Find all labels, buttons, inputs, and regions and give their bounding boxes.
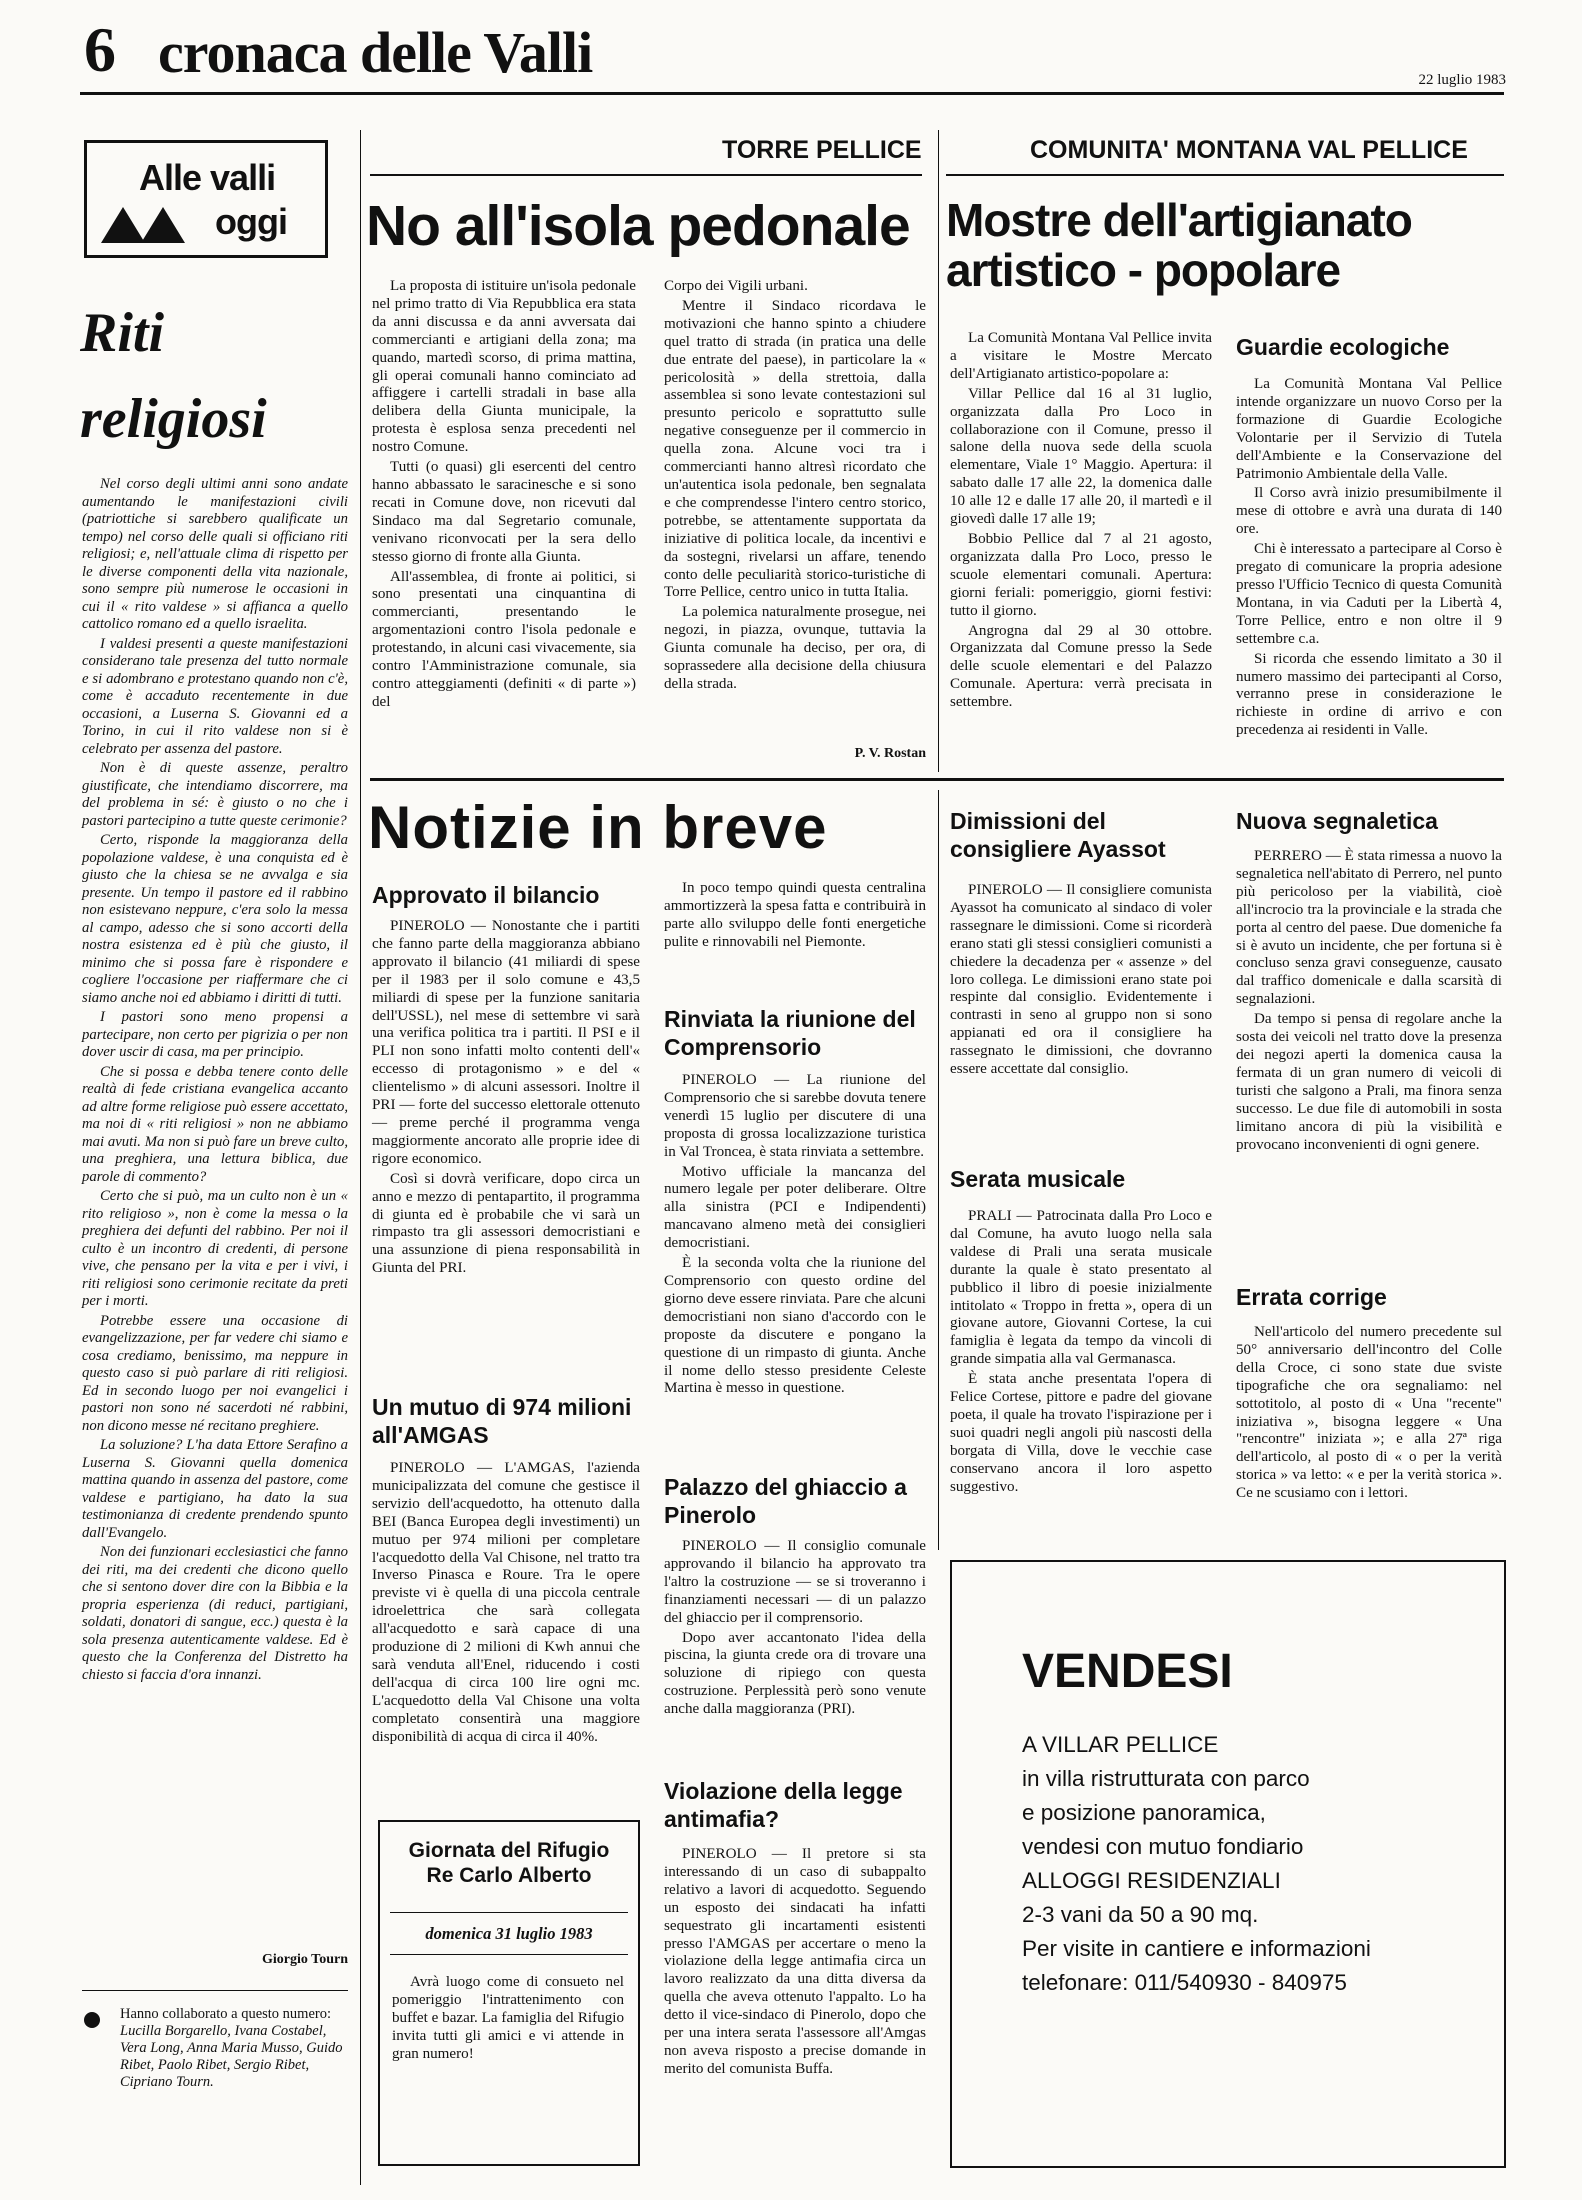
headline-nuova-segnaletica: Nuova segnaletica	[1236, 808, 1438, 834]
paragraph: PRALI — Patrocinata dalla Pro Loco e dal Comune, ha avuto luogo nella sala valdese di Prali una serata musicale durante la quale è stato presentato al pubblico il libro di poesie inizialmente intitolato « Troppo in fretta », opera di un giovane autore, Giovanni Cortese, la cui famiglia è legata da tempo da vincoli di grande simpatia alla val Germanasca.	[950, 1208, 1212, 1368]
column-paragraph: Certo, risponde la maggioranza della popolazione valdese, è una conquista ed è giusto che la chiesa se ne avvalga e sia presente. Un tempo il pastore ed il rabbino non esistevano neppure, c'era solo la messa al campo, adesso che si sono accorti della nostra esistenza ed è più che giusto, il minimo che si possa fare è rispondere e cogliere l'occasione per riaffermare che ci siamo anche noi ed abbiamo i diritti di tutti.	[82, 832, 348, 1006]
torre-author: P. V. Rostan	[854, 746, 926, 761]
paragraph: È stata anche presentata l'opera di Felice Cortese, pittore e padre del giovane poeta, il quale ha trovato l'ispirazione per i suoi quadri negli angoli più nascosti della borgata di Villa, dove le vecchie case conservano ancora il loro aspetto suggestivo.	[950, 1371, 1212, 1495]
column-paragraph: Potrebbe essere una occasione di evangelizzazione, per far vedere chi siamo e cosa crediamo, benissimo, ma neppure in questo caso si può parlare di riti religiosi. Ed in secondo luogo per noi evangelici i pastori non sono né sacerdoti né rabbini, non dicono messe né recitano preghiere.	[82, 1312, 348, 1434]
bullet-icon	[84, 2012, 100, 2028]
paragraph: Corpo dei Vigili urbani.	[664, 278, 808, 294]
headline-isola-pedonale: No all'isola pedonale	[366, 194, 910, 258]
paragraph: PINEROLO — Il pretore si sta interessando di un caso di subappalto relativo a lavori di acquedotto. Seguendo un esposto dei sindacati ha infatti sequestrato gli incartamenti esistenti presso l'AMGAS per accertare o meno la violazione della legge antimafia circa un lavoro realizzato da una ditta diversa da quella che aveva ottenuto l'appalto. Lo ha detto il vice-sindaco di Pinerolo, dopo che per una intera serata l'assessore all'Amgas non aveva risposto a precise domande in merito del comunista Buffa.	[664, 1846, 926, 2077]
paragraph: Avrà luogo come di consueto nel pomeriggio l'intrattenimento con buffet e bazar. La famiglia del Rifugio invita tutti gli amici e vi attende in gran numero!	[392, 1974, 624, 2062]
header-rule	[80, 92, 1504, 95]
column-author: Giorgio Tourn	[262, 1952, 348, 1967]
rifugio-box	[378, 1820, 640, 2166]
torre-col2	[664, 278, 926, 696]
paragraph: All'assemblea, di fronte ai politici, si sono presentati una cinquantina di commercianti, presentando le argomentazioni contro l'isola pedonale e protestando, in alcuni casi vivacemente, sia contro l'Amministrazione comunale, sia contro atteggiamenti (definiti « di parte ») del	[372, 568, 636, 710]
section-torre-pellice: TORRE PELLICE	[722, 136, 922, 164]
paragraph: Nell'articolo del numero precedente sul 50° anniversario dell'incontro del Colle della Croce, ci sono state due sviste tipografiche che ora segnaliamo: nel sottotitolo, al posto di « Una "recente" iniziativa », bisogna leggere « Una "rencontre" iniziata »; e alla 27ª riga dell'articolo, al posto di « o per la verità storica » va letto: « e per la verità storica ». Ce ne scusiamo con i lettori.	[1236, 1324, 1502, 1502]
page-number: 6	[84, 14, 116, 85]
mutuo-continued	[664, 880, 926, 954]
headline-serata-musicale: Serata musicale	[950, 1166, 1126, 1192]
left-column-rule	[360, 130, 361, 2185]
column-paragraph: Nel corso degli ultimi anni sono andate aumentando le manifestazioni civili (patriottiche si sarebbero qualificate un tempo) nel corso delle quali si officiano riti religiosi; e, nell'attuale clima di rispetto per le diverse componenti della vita nazionale, sono sempre più numerose le occasioni in cui il « rito valdese » si affianca a quello cattolico romano ed a quello israelita.	[82, 476, 348, 632]
paragraph: Tutti (o quasi) gli esercenti del centro hanno abbassato le saracinesche e si sono recati in Comune dove, non ricevuti dal Sindaco ma dal Segretario comunale, venivano riconvocati per la sera dello stesso giorno di fronte alla Giunta.	[372, 459, 636, 565]
issue-date: 22 luglio 1983	[1418, 72, 1506, 88]
column-paragraph: Che si possa e debba tenere conto delle realtà di fede cristiana evangelica accanto ad altre forme religiose può essere accettato, ma noi di « riti religiosi » non ne abbiamo mai avuti. Ma non si può fare un breve culto, una preghiera, una lettura biblica, due parole di commento?	[82, 1063, 348, 1185]
alle-valli-oggi-badge	[84, 140, 328, 258]
column-title	[80, 290, 350, 462]
paragraph: La polemica naturalmente prosegue, nei negozi, in piazza, ovunque, tuttavia la Giunta comunale ha deciso, per ora, di soprassedere alla decisione della chiusura della strada.	[664, 604, 926, 692]
paragraph: La Comunità Montana Val Pellice intende organizzare un nuovo Corso per la formazione di Guardie Ecologiche Volontarie per il Servizio di Tutela dell'Ambiente e la Conservazione del Patrimonio Ambientale della Valle.	[1236, 376, 1502, 482]
headline-mostre-artigianato: Mostre dell'artigianato artistico - popolare	[946, 194, 1412, 296]
paragraph: Villar Pellice dal 16 al 31 luglio, organizzata dalla Pro Loco in collaborazione con il Comune, presso il salone della nuova sede della scuola elementare, Viale 1° Maggio. Apertura: il sabato dalle 17 alle 22, la domenica dalle 10 alle 12 e dalle 17 alle 20, il martedì e il giovedì dalle 17 alle 19;	[950, 385, 1212, 528]
column-paragraph: Non è di queste assenze, peraltro giustificate, che intendiamo discorrere, ma del problema in sé: è giusto o no che i pastori partecipino a tutte queste cerimonie?	[82, 760, 348, 829]
paragraph: PINEROLO — L'AMGAS, l'azienda municipalizzata del comune che gestisce il servizio dell'acquedotto, ha ottenuto dalla BEI (Banca Europea degli investimenti) un mutuo per 974 milioni per completare l'acquedotto della Val Chisone, nel tratto tra Inverso Pinasca e Roure. Tra le opere previste vi è quella di una piccola centrale idroelettrica che sarà collegata all'acquedotto e sarà capace di una produzione di 2 milioni di Kwh annui che sarà venduta all'Enel, riducendo i costi dell'acqua di circa 100 lire ogni mc. L'acquedotto della Val Chisone una volta completato consentirà una maggiore disponibilità di acqua di circa il 40%.	[372, 1460, 640, 1745]
column-paragraph: Non dei funzionari ecclesiastici che fanno dei riti, ma dei credenti che dicono quello che si sentono dover dire con la Bibbia e la propria esperienza (di reduci, partigiani, soldati, donatori di sangue, ecc.) questa è la sola presenza autenticamente valdese. Ed è questo che la Conferenza del Distretto ha chiesto si faccia d'ora innanzi.	[82, 1544, 348, 1683]
paragraph: Bobbio Pellice dal 7 al 21 agosto, organizzata dalla Pro Loco, presso le scuole elementari comunali. Apertura: giorni feriali: pomeriggio, giorni festivi: tutto il giorno.	[950, 530, 1212, 619]
ad-line: A VILLAR PELLICE	[1022, 1732, 1219, 1757]
paragraph: PERRERO — È stata rimessa a nuovo la segnaletica nell'abitato di Perrero, nel punto più pericoloso per la viabilità, cioè all'incrocio tra la provinciale e la strada che porta al centro del paese. Due domeniche fa si è avuto un incidente, che per fortuna si è concluso senza gravi conseguenze, causato dal traffico domenicale e dalla scarsità di segnalazioni.	[1236, 848, 1502, 1008]
ad-line: Per visite in cantiere e informazioni	[1022, 1936, 1371, 1961]
section-comunita-montana: COMUNITA' MONTANA VAL PELLICE	[1030, 136, 1468, 164]
mutuo-text	[372, 1460, 640, 1749]
paragraph: Mentre il Sindaco ricordava le motivazioni che hanno spinto a chiudere quel tratto di strada (in pratica una delle due entrate del paese), in particolare la « pericolosità » della strettoia, dalla assemblea si sono levate contestazioni sul presunto pericolo e soprattutto sulle negative conseguenze per il commercio in quella zona. Alcune voci tra i commercianti hanno altresì ricordato che un'autentica isola pedonale, ben segnalata e che comprendesse l'intero centro storico, potrebbe, se attentamente supportata da iniziative di politica locale, da incentivi e da sostegni, rivelarsi un affare, tenendo conto delle peculiarità storico-turistiche di Torre Pellice, centro unico in tutta Italia.	[664, 297, 926, 601]
headline-approvato-bilancio: Approvato il bilancio	[372, 882, 600, 908]
headline-dimissioni: Dimissioni del consigliere Ayassot	[950, 808, 1166, 862]
errata-text	[1236, 1324, 1502, 1505]
column-rule	[938, 790, 939, 1550]
headline-mutuo-amgas: Un mutuo di 974 milioni all'AMGAS	[372, 1394, 632, 1448]
rifugio-text	[392, 1974, 624, 2066]
column-paragraph: La soluzione? L'ha data Ettore Serafino a Luserna S. Giovanni quella domenica mattina quando in assenza del pastore, come valdese e partigiano, ha dato la sua testimonianza di credente prendendo spunto dall'Evangelo.	[82, 1437, 348, 1541]
ad-line: in villa ristrutturata con parco	[1022, 1766, 1310, 1791]
ad-line: 2-3 vani da 50 a 90 mq.	[1022, 1902, 1259, 1927]
paragraph: PINEROLO — Il consigliere comunista Ayassot ha comunicato al sindaco di voler rassegnare le dimissioni. Come si ricorderà erano stati gli stessi consiglieri comunisti a chiedere la decadenza per « assenze » del loro collega. Le dimissioni erano state poi respinte dal consiglio. Evidentemente i contrasti in seno al gruppo non si sono appianati ed ora il consigliere ha rassegnato le dimissioni, che dovranno essere accettate dal consiglio.	[950, 882, 1212, 1078]
palazzo-text	[664, 1538, 926, 1721]
badge-line2: oggi	[215, 201, 287, 242]
column-divider	[82, 1990, 348, 1991]
rifugio-divider	[390, 1954, 628, 1955]
torre-col1	[372, 278, 636, 714]
badge-line1: Alle valli	[139, 157, 276, 198]
headline-palazzo-ghiaccio: Palazzo del ghiaccio a Pinerolo	[664, 1474, 907, 1528]
collaborators-label: Hanno collaborato a questo numero:	[120, 2006, 331, 2022]
paragraph: Il Corso avrà inizio presumibilmente il mese di ottobre e avrà una durata di 140 ore.	[1236, 485, 1502, 538]
ad-line: vendesi con mutuo fondiario	[1022, 1834, 1304, 1859]
column-paragraph: I pastori sono meno propensi a partecipare, non certo per pigrizia o per non dover uscir di casa, ma per principio.	[82, 1009, 348, 1060]
headline-rinviata-riunione: Rinviata la riunione del Comprensorio	[664, 1006, 916, 1060]
paragraph: PINEROLO — Il consiglio comunale approvando il bilancio ha approvato tra l'altro la costruzione — se si troveranno i finanziamenti necessari — di un palazzo del ghiaccio per il comprensorio.	[664, 1538, 926, 1626]
headline-guardie-ecologiche: Guardie ecologiche	[1236, 334, 1450, 360]
paragraph: Motivo ufficiale la mancanza del numero legale per poter deliberare. Oltre alla sinistra (PCI e Indipendenti) mancavano almeno metà dei consiglieri democristiani.	[664, 1163, 926, 1252]
paragraph: In poco tempo quindi questa centralina ammortizzerà la spesa fatta e contribuirà in parte allo sviluppo delle fonti energetiche pulite e rinnovabili nel Piemonte.	[664, 880, 926, 950]
headline-notizie-in-breve: Notizie in breve	[368, 794, 828, 861]
paragraph: È la seconda volta che la riunione del Comprensorio con questo ordine del giorno deve essere rinviata. Pare che alcuni democristiani non siano d'accordo con le proposte da discutere e pongano la questione di un rimpasto di giunta. Anche il nome dello stesso presidente Celeste Martina è messo in questione.	[664, 1255, 926, 1397]
rinviata-text	[664, 1072, 926, 1400]
column-title-line1: Riti	[80, 302, 165, 364]
dimissioni-text	[950, 882, 1212, 1081]
violazione-text	[664, 1846, 926, 2081]
rifugio-title-line2: Re Carlo Alberto	[426, 1864, 592, 1888]
column-title-line2: religiosi	[80, 388, 267, 450]
paragraph: Chi è interessato a partecipare al Corso è pregato di comunicare la propria adesione presso l'Ufficio Tecnico di questa Comunità Montana, in via Caduti per la Libertà 4, Torre Pellice, entro e non oltre il 9 settembre c.a.	[1236, 541, 1502, 647]
newspaper-title: cronaca delle Valli	[158, 20, 593, 85]
paragraph: Così si dovrà verificare, dopo circa un anno e mezzo di pentapartito, il programma di giunta ed è probabile che vi sarà un rimpasto tra gli assessori democristiani e una assunzione di piena responsabilità in Giunta del PRI.	[372, 1170, 640, 1277]
paragraph: Si ricorda che essendo limitato a 30 il numero massimo dei partecipanti al Corso, verranno prese in considerazione le richieste in ordine di arrivo e con precedenza ai residenti in Valle.	[1236, 650, 1502, 739]
paragraph: Da tempo si pensa di regolare anche la sosta dei veicoli nel tratto dove la presenza dei negozi aperti la domenica causa la fermata di un gran numero di veicoli di turisti che salgono a Prali, ma finora senza successo. Le due file di automobili in sosta limitano ancora di più la visibilità e provocano inconvenienti di ogni genere.	[1236, 1011, 1502, 1153]
paragraph: PINEROLO — La riunione del Comprensorio che si sarebbe dovuta tenere venerdì 15 luglio per discutere di una proposta di grossa localizzazione turistica in Val Troncea, è stata rinviata a settembre.	[664, 1072, 926, 1160]
headline-errata-corrige: Errata corrige	[1236, 1284, 1387, 1310]
ad-line: e posizione panoramica,	[1022, 1800, 1266, 1825]
ad-body	[1022, 1728, 1492, 2000]
rifugio-title	[390, 1838, 628, 1888]
paragraph: Angrogna dal 29 al 30 ottobre. Organizzata dal Comune presso la Sede delle scuole elementari e del Palazzo Comunale. Apertura: verrà precisata in settembre.	[950, 622, 1212, 711]
bilancio-text	[372, 918, 640, 1280]
guardie-text	[1236, 376, 1502, 742]
rifugio-title-line1: Giornata del Rifugio	[408, 1839, 610, 1862]
rifugio-divider	[390, 1912, 628, 1913]
column-paragraph: Certo che si può, ma un culto non è un « rito religioso », non è come la messa o la preghiera dei defunti del rabbino. Per noi il culto è un incontro di credenti, di persone vive, che pensano per la vita e per i vivi, i riti religiosi sono cerimonie recitate da preti per i morti.	[82, 1188, 348, 1309]
ad-phone: telefonare: 011/540930 - 840975	[1022, 1970, 1347, 1995]
mostre-text	[950, 330, 1212, 714]
column-paragraph: I valdesi presenti a queste manifestazioni considerano tale presenza del tutto normale e si adombrano e protestano quando non c'è, come è accaduto recentemente in due occasioni, a Luserna S. Giovanni ed a Torino, in cui il rito valdese non si è celebrato per assenza del pastore.	[82, 635, 348, 757]
headline-violazione-antimafia: Violazione della legge antimafia?	[664, 1778, 903, 1832]
vendesi-ad	[950, 1560, 1506, 2168]
section-rule	[946, 174, 1504, 176]
rifugio-date: domenica 31 luglio 1983	[425, 1924, 593, 1943]
paragraph: La Comunità Montana Val Pellice invita a visitare le Mostre Mercato dell'Artigianato artistico-popolare a:	[950, 330, 1212, 382]
ad-line: ALLOGGI RESIDENZIALI	[1022, 1868, 1281, 1893]
paragraph: PINEROLO — Nonostante che i partiti che fanno parte della maggioranza abbiano approvato il bilancio (41 miliardi di spese per il 1983 per il solo comune e 43,5 miliardi di spese per la funzione sanitaria dell'USSL), nel mese di settembre vi sarà una verifica politica tra i partiti. Il PSI e il PLI non sono infatti molto contenti dell'« eccesso di protagonismo » e del « clientelismo » di alcuni assessori. Inoltre il PRI — forte del successo elettorale ottenuto — preme perché il programma venga maggiormente ancorato alle proprie idee di rigore economico.	[372, 918, 640, 1167]
collaborators-names: Lucilla Borgarello, Ivana Costabel, Vera Long, Anna Maria Musso, Guido Ribet, Paolo Ribet, Sergio Ribet, Cipriano Tourn.	[120, 2023, 343, 2090]
section-rule	[370, 174, 922, 176]
serata-text	[950, 1208, 1212, 1499]
segnaletica-text	[1236, 848, 1502, 1156]
paragraph: Dopo aver accantonato l'idea della piscina, la giunta crede ora di trovare una soluzione di ripiego con questa costruzione. Perplessità però sono venute anche dalla maggioranza (PRI).	[664, 1629, 926, 1718]
column-body	[82, 476, 348, 1686]
ad-headline: VENDESI	[1022, 1645, 1233, 1698]
column-rule	[938, 130, 939, 772]
collaborators	[120, 2006, 348, 2091]
mountains-icon	[101, 205, 187, 243]
mid-rule	[370, 778, 1504, 781]
paragraph: La proposta di istituire un'isola pedonale nel primo tratto di Via Repubblica era stata da anni discussa e da anni avversata dai commercianti e artigiani della zona; ma quando, martedì scorso, di prima mattina, gli operai comunali hanno cominciato ad affiggere i cartelli stradali in base alla delibera della Giunta municipale, la protesta è esplosa senza precedenti nel nostro Comune.	[372, 278, 636, 456]
